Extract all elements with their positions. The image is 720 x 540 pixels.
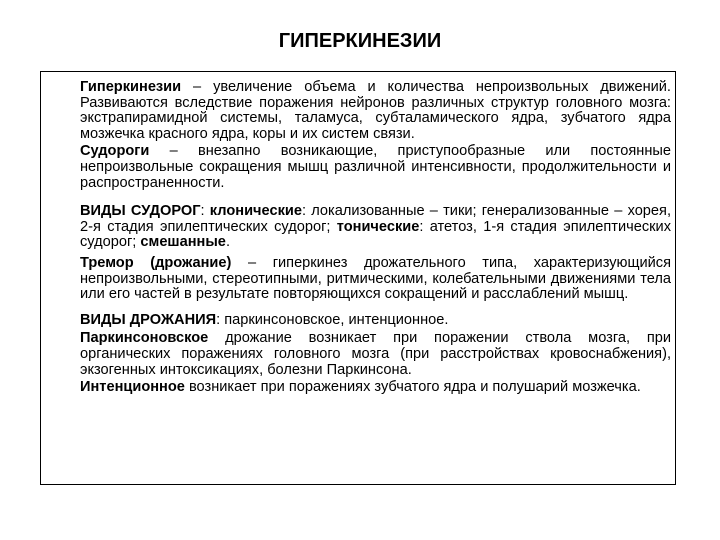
term-seizures: Судороги [80,143,150,160]
text-seizures: – внезапно возникающие, приступообразные или постоянные непроизвольные сокращения мышц различной интенсивности, продолжительности и распространенности. [80,143,671,191]
text-tremor: – гиперкинез дрожательного типа, характеризующийся непроизвольными, стереотипными, ритмическими, колебательными движениями тела или его частей в результате повторяющихся сокращений и расслаблений мышц. [80,254,671,303]
paragraph-parkinson [80,331,671,378]
text-parkinson: дрожание возникает при поражении ствола мозга, при органических поражениях головного мозга (при расстройствах кровоснабжения), экзогенных интоксикациях, болезни Паркинсона. [80,330,671,378]
text-hyperkinesis: – увеличение объема и количества непроизвольных движений. Развиваются вследствие поражения нейронов различных структур головного мозга: экстрапирамидной системы, таламуса, субталамического ядра, зубчатого ядра мозжечка красного ядра, коры и их систем связи. [80,79,671,142]
paragraph-tremor [80,256,671,303]
term-types-tremor: ВИДЫ ДРОЖАНИЯ [80,311,217,328]
paragraph-hyperkinesis [80,80,671,142]
paragraph-intention [80,380,671,396]
term-hyperkinesis: Гиперкинезии [80,79,182,95]
text-mixed-end: . [225,234,230,251]
term-intention: Интенционное [80,379,185,396]
term-mixed: смешанные [140,234,226,251]
content-body [80,80,671,396]
paragraph-types-tremor [80,313,671,329]
term-tremor: Тремор (дрожание) [80,254,232,271]
text-intention: возникает при поражениях зубчатого ядра и полушарий мозжечка. [184,379,641,396]
term-tonic: тонические [336,218,420,235]
term-parkinson: Паркинсоновское [80,330,209,347]
term-clonic: клонические [209,203,302,220]
text-clonic: : локализованные – тики; генерализованные – хорея, 2-я стадия эпилептических судорог; [80,203,672,235]
paragraph-types-seizures [80,204,671,251]
text-tonic: : атетоз, 1-я стадия эпилептических судорог; [80,218,671,251]
sep-types-seizures: : [200,203,210,220]
paragraph-seizures [80,144,671,191]
term-types-seizures: ВИДЫ СУДОРОГ [80,203,201,220]
page-title: ГИПЕРКИНЕЗИИ [278,30,442,52]
text-types-tremor: : паркинсоновское, интенционное. [216,311,449,328]
